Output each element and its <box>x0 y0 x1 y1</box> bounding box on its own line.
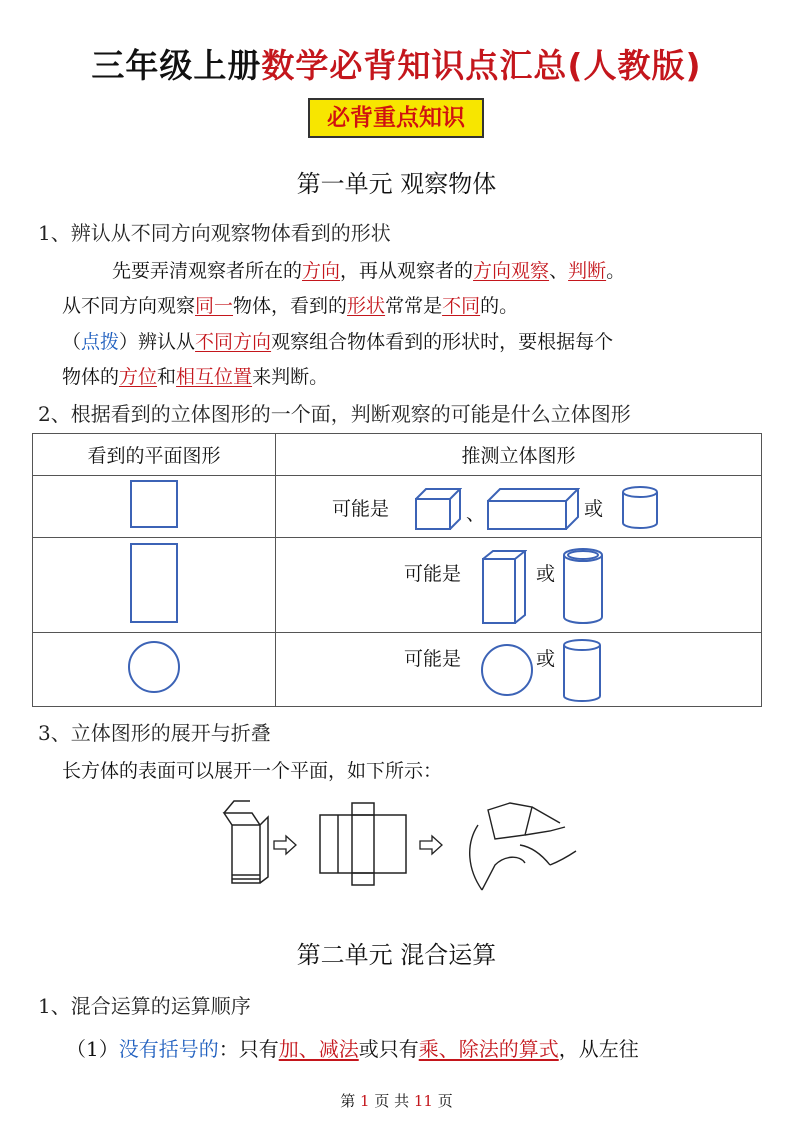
title-part2: 数学必背知识点汇总 <box>261 46 568 85</box>
cube-shape <box>414 487 462 531</box>
possible-label: 可能是 <box>404 647 462 670</box>
table-row <box>33 538 762 633</box>
page-number: 1 <box>360 1092 370 1110</box>
page-footer: 第 1 页 共 11 页 <box>340 1092 453 1110</box>
u1-s1-p1: 先要弄清观察者所在的方向，再从观察者的方向观察、判断。 <box>112 260 626 282</box>
cylinder-shape <box>620 485 660 531</box>
title-part1: 三年级上册 <box>91 46 262 85</box>
unit1-heading: 第一单元 观察物体 <box>296 170 497 198</box>
u1-s1-p4: 物体的方位和相互位置来判断。 <box>62 366 329 388</box>
title-part3: (人教版) <box>567 46 702 85</box>
table-header-solid: 推测立体图形 <box>276 434 762 476</box>
possible-label: 可能是 <box>332 497 390 520</box>
page-title <box>0 40 793 87</box>
table-row <box>33 476 762 538</box>
u1-s3-heading: 3、立体图形的展开与折叠 <box>38 721 271 745</box>
cylinder-shape <box>561 547 605 627</box>
sphere-shape <box>479 642 535 698</box>
possible-label: 可能是 <box>404 562 462 585</box>
cylinder-shape <box>561 638 603 704</box>
total-pages: 11 <box>413 1092 433 1110</box>
square-shape <box>129 479 179 529</box>
or-label: 或 <box>536 562 556 585</box>
key-knowledge-badge: 必背重点知识 <box>308 98 484 138</box>
tall-cuboid-shape <box>481 549 527 625</box>
circle-shape <box>126 639 182 695</box>
shape-table <box>32 433 762 707</box>
u1-s1-heading: 1、辨认从不同方向观察物体看到的形状 <box>38 221 391 245</box>
separator: 、 <box>466 502 486 525</box>
u2-s1-heading: 1、混合运算的运算顺序 <box>38 994 251 1018</box>
rectangle-shape <box>129 542 179 624</box>
or-label: 或 <box>584 497 604 520</box>
table-header-plane: 看到的平面图形 <box>33 434 276 476</box>
table-row <box>33 633 762 707</box>
or-label: 或 <box>536 647 556 670</box>
cuboid-shape <box>486 487 580 531</box>
u1-s3-text: 长方体的表面可以展开一个平面，如下所示： <box>62 760 443 782</box>
u1-s1-p2: 从不同方向观察同一物体，看到的形状常常是不同的。 <box>62 295 519 317</box>
unit2-heading: 第二单元 混合运算 <box>296 941 497 969</box>
u1-s2-heading: 2、根据看到的立体图形的一个面，判断观察的可能是什么立体图形 <box>38 402 631 426</box>
u1-s1-p3: （点拨）辨认从不同方向观察组合物体看到的形状时，要根据每个 <box>62 331 614 353</box>
u2-s1-p1: （1）没有括号的：只有加、减法或只有乘、除法的算式，从左往 <box>66 1037 639 1061</box>
cuboid-unfold-illustration <box>220 795 580 900</box>
